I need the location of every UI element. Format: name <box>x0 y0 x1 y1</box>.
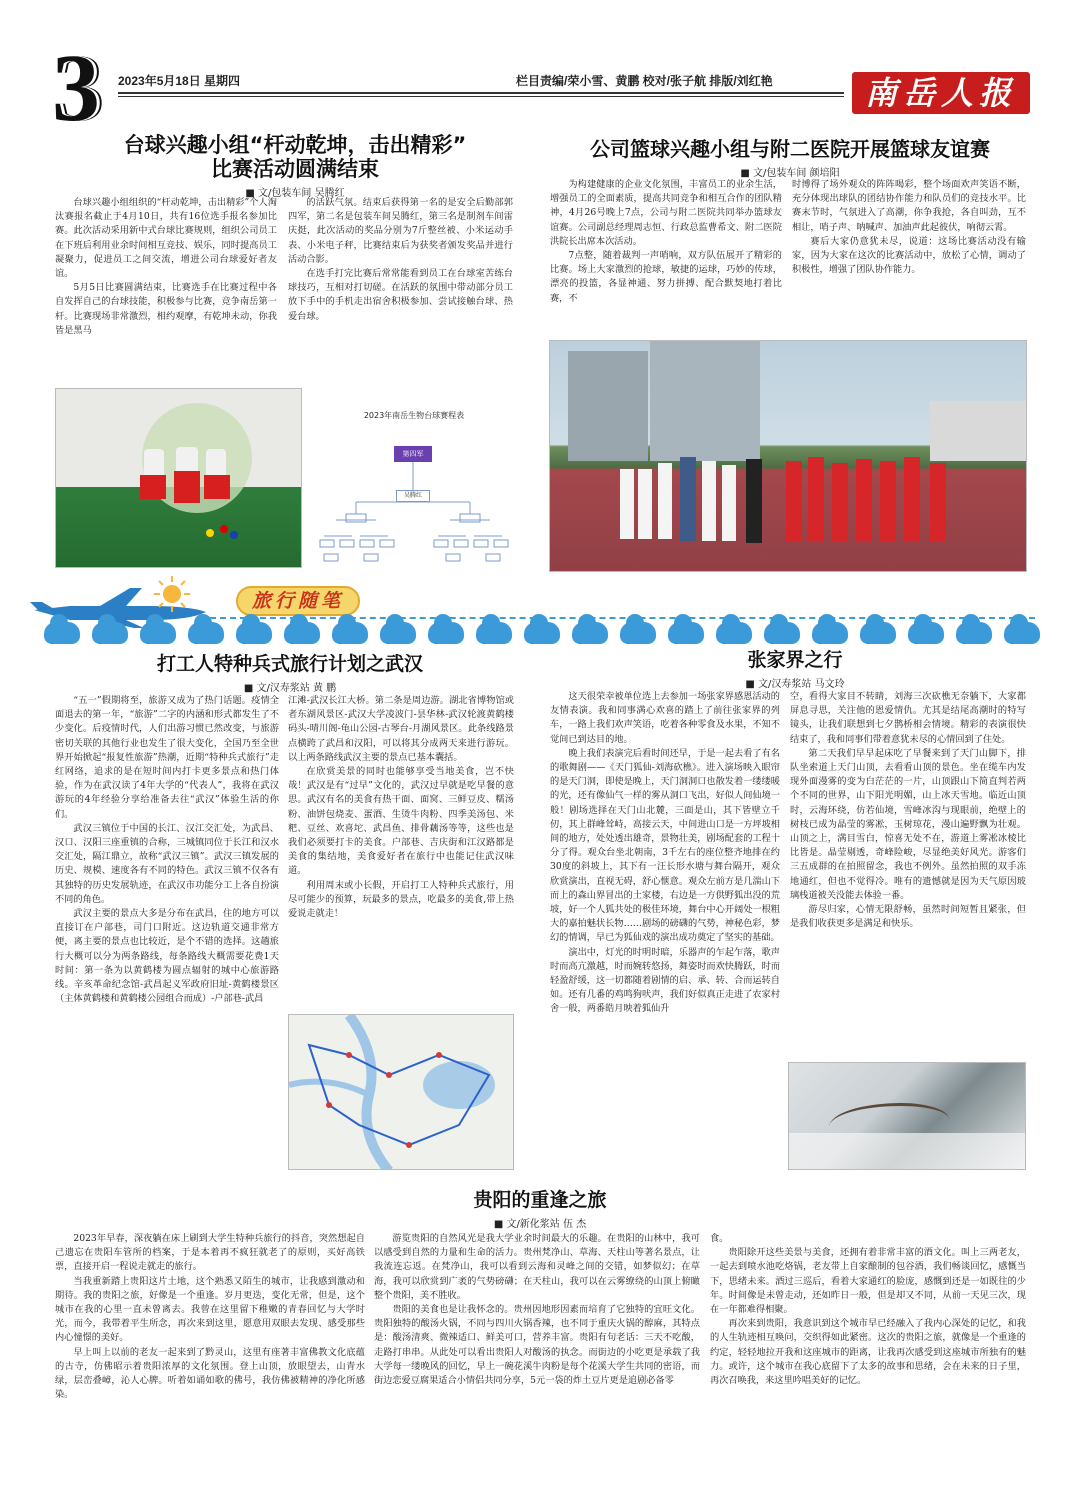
editor-credits: 栏目责编/荣小雪、黄鹏 校对/张子航 排版/刘红艳 <box>516 74 773 88</box>
article-column: 这天很荣幸被单位选上去参加一场张家界感恩活动的友情表演。我和同事满心欢喜的踏上了前往张家界的列车，一路上我们欢声笑语，吃着各种零食及水果，不知不觉间已到达目的地。 晚上我们表演完后看时间还早，于是一起去看了有名的歌舞剧——《天门狐仙-刘海砍樵》。进入演场映入眼帘的是天门洞，即使是晚上，天门洞洞口也散发着一缕缕暖的光，还有像仙气一样的雾从洞口飞出，好似人间仙境一般！剧场选择在天门山北麓，三面是山，其下皆壁立千仞，其上群峰耸峙，高接云天，中间进山口是一方坪坡相间的地方，处处透出雄奇，景物壮美，剧场配套的工程十分了得。观众台坐北朝南，3千左右的座位整齐地排在约30度的斜坡上，其下有一汪长形水塘与舞台隔开，观众欣赏演出，直视无碍，舒心惬意。观众左前方是几湍山下而上的森山界冒出的土家楼，右边是一方供野狐出没的荒坡，好一个人狐共处的极佳环境，舞台中心开阔处一根粗大的嘉拍魅状长物……剧场的磅礴的气势，神秘色彩，梦幻的情调，早已为狐仙戏的演出成功奠定了坚实的基础。 演出中，灯光的时明时暗，乐器声的乍起乍落，歌声时而高亢激越，时而婉转悠扬，舞姿时而欢快腾跃，时而轻盈舒缓，这一切都随着剧情的启、承、转、合而运转自如。还有几番的鸡鸣狗吠声，我们好似真正走进了农家村舍一般，两番皓月映着狐仙升 <box>550 691 780 1015</box>
page-number: 3 <box>52 34 94 141</box>
article-column: 食。 贵阳除开这些美景与美食，还拥有着非常丰富的酒文化。叫上三两老友，一起去到喷水池吃烙锅，老友带上自家酿制的包谷酒，我们畅谈回忆，感慨当下，思绪未来。酒过三巡后，看着大家通红的脸庞，感慨到还是一如既往的少年。时间像是未曾走动，还如昨日一般，但是却又不同，从前一天见三次，现在一年都难得相聚。 再次来到贵阳，我意识到这个城市早已经融入了我内心深处的记忆，和我的人生轨迹相互唤问，交织得如此紧密。这次的贵阳之旅，就像是一个重逢的约定，轻轻地拉开我和这座城市的距离，让我再次感受到这座城市所独有的魅力。或许，这个城市在我心底留下了太多的故事和思绪，会在未来的日子里，再次召唤我，来这里吟唱美好的记忆。 <box>710 1233 1026 1387</box>
article-title: 公司篮球兴趣小组与附二医院开展篮球友谊赛 <box>590 137 990 161</box>
bracket-node: 吴腾红 <box>396 490 430 502</box>
article-column: 江滩-武汉长江大桥。第二条是周边游。湖北省博物馆或者东湖风景区-武汉大学凌波门-昙华林-武汉轮渡黄鹤楼码头-晴川阁-龟山公园-古琴台-月湖风景区。此条线路景点横跨了武昌和汉阳，可以将其分成两天来进行游玩。以上两条路线武汉主要的景点已基本囊括。 在欣赏美景的同时也能够享受当地美食，岂不快哉！武汉是有“过早”文化的，武汉过早就是吃早餐的意思。武汉有名的美食有热干面、面窝、三鲜豆皮、糯汤粉、油饼包烧麦、蛋酒、生烫牛肉粉、四季美汤包、米粑、豆丝、欢喜坨、武昌鱼、排骨藕汤等等，这些也是我们必须要打卡的美食。户部巷、吉庆街和江汉路都是美食的集结地，美食爱好者在旅行中也能记住武汉味道。 利用周末或小长假，开启打工人特种兵式旅行，用尽可能少的预算，玩最多的景点，吃最多的美食,带上热爱说走就走！ <box>288 695 514 920</box>
sun-icon <box>152 574 192 614</box>
article-column: 游览贵阳的自然风光是我大学业余时间最大的乐趣。在贵阳的山林中，我可以感受到自然的力量和生命的活力。贵州梵净山、草海、天柱山等著名景点，让我流连忘返。在梵净山，我可以看到云海和灵峰之间的交错，如梦似幻；在草海，我可以欣赏到广袤的气势磅礴；在天柱山，我可以在云雾缭绕的山顶上俯瞰整个贵阳，美不胜收。 贵阳的美食也是让我怀念的。贵州因地形因素而培育了它独特的宜旺文化。贵阳独特的酸汤火锅，不同与四川火锅香辣，也不同于重庆火锅的醇麻，其特点是：酸汤清爽、微辣适口、鲜美可口，营养丰富。贵阳有句老话：三天不吃酸，走路打串串。从此处可以看出贵阳人对酸汤的执念。而街边的小吃更是承载了我大学每一缕晚风的回忆，早上一碗花溪牛肉粉是每个花溪大学生共同的密语，而街边恋爱豆腐果适合小情侣共同分享，5元一袋的炸土豆片更是追剧必备零 <box>374 1233 700 1387</box>
byline: ■ 文/汉寿浆站 黄 鹏 <box>243 683 337 695</box>
article-guiyang <box>300 1190 780 1230</box>
billiards-award-photo <box>55 388 302 568</box>
header-rule <box>118 92 844 94</box>
snowy-mountain-photo <box>788 1062 1026 1170</box>
byline: ■ 文/包装车间 颜培阳 <box>740 168 840 180</box>
article-column: 为构建健康的企业文化氛围，丰富员工的业余生活，增强员工的全面素质，提高共同竞争和相互合作的团队精神，4月26号晚上7点，公司与附二医院共同举办篮球友谊赛。公司副总经理周志恒、行政总监曹希文、附二医院洪院长出席本次活动。 7点整，随着裁判一声哨响，双方队伍展开了精彩的比赛。场上大家激烈的抢球，敏捷的运球，巧妙的传球，漂亮的投篮，各显神通、努力拼搏、配合默契地打着比赛，不 <box>550 179 782 304</box>
article-zhangjiajie <box>560 650 1030 690</box>
article-title: 张家界之行 <box>747 649 843 671</box>
article-title: 打工人特种兵式旅行计划之武汉 <box>156 653 423 675</box>
article-column: 2023年早春，深夜躺在床上刷到大学生特种兵旅行的抖音，突然想起自己遗忘在贵阳车管所的档案，于是本着再不疯狂就老了的原则，买好高铁票，直接开启一程说走就走的旅行。 当我重新踏上贵阳这片土地，这个熟悉又陌生的城市，让我感到激动和期待。我的贵阳之旅，好像是一个重逢。岁月更迭，变化无常，但是，这个城市在我的心里一直未曾离去。我曾在这里留下稚嫩的青春回忆与大学时光，而今，我带着平生所念，再次来到这里，愿意用双眼去发现、感受那些内心憧憬的美好。 早上叫上以前的老友一起来到了黔灵山，这里有座著丰富佛教文化底蕴的古寺，仿佛昭示着贵阳浓厚的文化氛围。登上山顶，放眼望去，山青水绿，层峦叠嶂，沁人心脾。听着如诵如歌的佛号，我仿佛被精神的净化所感染。 <box>55 1233 365 1401</box>
route-map-lines <box>289 1015 514 1170</box>
wuhan-route-map <box>288 1014 514 1170</box>
header-rule-thin <box>118 96 844 97</box>
byline: ■ 文/包装车间 吴腾红 <box>245 188 345 200</box>
article-wuhan <box>60 654 520 694</box>
section-badge: 旅行随笔 <box>236 586 360 616</box>
basketball-team-photo <box>549 340 1027 572</box>
article-column: 台球兴趣小组组织的“杆动乾坤，击出精彩”个人淘汰赛报名截止于4月10日，共有16位选手报名参加比赛。此次活动采用新中式台球比赛规则，组织公司员工在下班后利用业余时间相互竞技、娱乐，同时提高员工凝聚力，促进员工之间交流，增进公司台球爱好者友谊。 5月5日比赛圆满结束，比赛选手在比赛过程中各自发挥自己的台球技能，积极参与比赛，竞争南岳第一杆。比赛现场非常激烈，相约观摩，有乾坤未动，你我皆是黑马 <box>55 197 277 336</box>
masthead-logo: 南岳人报 <box>852 72 1030 114</box>
article-basketball <box>545 138 1035 179</box>
article-billiards <box>60 134 530 199</box>
bracket-title: 2023年南岳生物台球赛程表 <box>363 411 465 420</box>
article-column: 时博得了场外观众的阵阵喝彩，整个场面欢声笑语不断，充分体现出球队的团结协作能力和队员们的竞技水平。比赛末节时，气氛进入了高潮，你争我抢，各自叫劲，互不相让，哨子声、呐喊声、加油声此起彼伏，响彻云霄。 赛后大家仍意犹未尽，说道：这场比赛活动没有输家，因为大家在这次的比赛活动中，放松了心情，调动了积极性，增强了团队协作能力。 <box>792 179 1026 276</box>
article-column: 的活跃气氛。结束后获得第一名的是安全后勤部郭四军，第二名是包装车间吴腾红，第三名是制剂车间雷庆挺，此次活动的奖品分别为7斤整丝被、小米运动手表、小米电子秤，比赛结束后为获奖者颁发奖品并进行活动合影。 在选手打完比赛后常常能看到员工在台球室苦练台球技巧，互相对打切磋。在活跃的氛围中带动部分员工放下手中的手机走出宿舍积极参加、尝试接触台球、热爱台球。 <box>288 197 513 322</box>
byline: ■ 文/新化浆站 伍 杰 <box>493 1219 587 1231</box>
article-title: 台球兴趣小组“杆动乾坤，击出精彩” 比赛活动圆满结束 <box>123 133 467 181</box>
article-column: “五一”假期将至，旅游又成为了热门话题。疫情全面退去的第一年，“旅游”二字的内涵和形式都发生了不少变化。后疫情时代，人们出游习惯已然改变，与旅游密切关联的其他行业也发生了很大变化，全国乃至全世界开始掀起“报复性旅游”热潮，近期“特种兵式旅行”走红网络，追求的是在短时间内打卡更多景点和热门体验，作为在武汉读了4年大学的“代表人”，我将在武汉游玩的4年经验分享给准备去往“武汉”体验生活的你们。 武汉三镇位于中国的长江、汉江交汇处，为武昌、汉口、汉阳三座重镇的合称，三城镇同位于长江和汉水交汇处，隔江鼎立，故称“武汉三镇”。武汉三镇发展的历史、规模、速度各有不同的特色。武汉三镇不仅各有其独特的历史发展轨迹，在武汉市功能分工上各自扮演不同的角色。 武汉主要的景点大多是分布在武昌，住的地方可以直接订在户部巷，司门口附近。这边轨道交通非常方便，离主要的景点也比较近，是个不错的选择。这趟旅行大概可以分为两条路线，每条路线大概需要花费1天时间：第一条为以黄鹤楼为圆点辐射的城中心旅游路线。辛亥革命纪念馆-武昌起义军政府旧址-黄鹤楼景区（主体黄鹤楼和黄鹤楼公园组合而成）-户部巷-武昌 <box>55 695 279 1005</box>
bracket-lines <box>316 410 512 570</box>
tournament-bracket <box>316 410 512 570</box>
bracket-winner: 第四军 <box>394 446 432 462</box>
byline: ■ 文/汉寿浆站 马文玲 <box>745 679 845 691</box>
article-title: 贵阳的重逢之旅 <box>473 1189 607 1211</box>
issue-date: 2023年5月18日 星期四 <box>118 74 241 88</box>
article-column: 空，看得大家目不转睛，刘海三次砍樵无奈躺下，大家都屏息寻思，关注他的恩爱情仇。尤其是结尾高潮时的特写镜头，让我们联想到七夕鹊桥相会情境。精彩的表演很快结束了，我和同事们带着意犹未尽的心情回到了住处。 第二天我们早早起床吃了早餐来到了天门山脚下，排队坐索道上天门山顶，去看看山顶的景色。坐在缆车内发现外面漫雾的变为白茫茫的一片，山顶跟山下简直判若两个不同的世界，山下阳光明媚，山上冰天雪地。临近山顶时，云海环绕，仿若仙境，雪峰冰沟与现眼前，绝壁上的树枝已成为晶莹的雾凇，玉树琼花，漫山遍野飘为壮观。山顶之上，满目雪白，惊喜无处不在，游道上雾凇冰棱比比皆是。晶莹剔透，奇峰险峻，尽显绝美好风光。游客们三五成群的在拍照留念，我也不例外。虽然拍照的双手冻地通红，但也不觉得冷。唯有的遗憾就是因为天气原因玻璃栈道被关没能去体验一番。 游尽归家，心情无限舒畅，虽然时间短暂且紧张，但是我们收获更多是满足和快乐。 <box>790 691 1026 930</box>
